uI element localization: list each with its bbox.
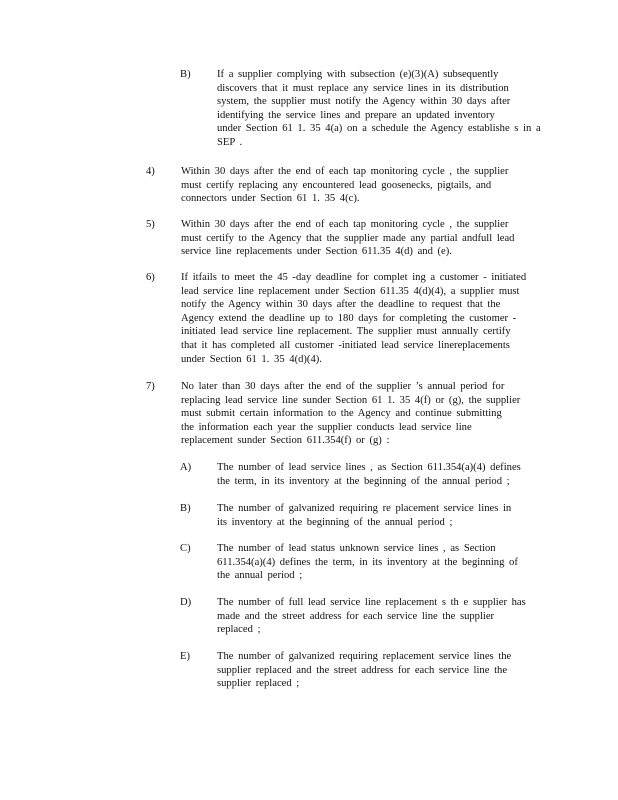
item-text: Within 30 days after the end of each tap monitoring cycle , the supplier must certify replacing any encountered lead goosenecks, pigtails, and connectors under Section 61 1. 35 4(c). <box>181 166 509 205</box>
item-text: The number of lead status unknown service lines , as Section 611.354(a)(4) defines the term, in its inventory at the beginning of the annual period ; <box>217 543 518 582</box>
item-text: The number of galvanized requiring replacement service lines the supplier replaced and the street address for each service line the supplier replaced ; <box>217 651 512 690</box>
item-text: The number of lead service lines , as Section 611.354(a)(4) defines the term, in its inventory at the beginning of the annual period ; <box>217 462 521 487</box>
item-label: 5) <box>146 219 155 230</box>
item-label: 6) <box>146 272 155 283</box>
item-text: No later than 30 days after the end of the supplier ’s annual period for replacing lead service line sunder Section 61 1. 35 4(f) or (g), the supplier must submit certain information to the Agency and continue submitting the information each year the supplier conducts lead service line replacement sunder Section 611.354(f) or (g) : <box>181 381 521 447</box>
item-text: If a supplier complying with subsection (e)(3)(A) subsequently discovers that it must replace any service lines in its distribution system, the supplier must notify the Agency within 30 days after identifying the service lines and prepare an updated inventory under Section 61 1. 35 4(a) on a schedule the Agency establishe s in a SEP . <box>217 69 541 148</box>
item-label: A) <box>180 462 192 473</box>
item-label: B) <box>180 503 191 514</box>
item-text: If itfails to meet the 45 -day deadline for complet ing a customer - initiated lead service line replacement under Section 611.35 4(d)(4), a supplier must notify the Agency within 30 days after the deadline to request that the Agency extend the deadline up to 180 days for completing the customer - initiated lead service line replacement. The supplier must annually certify that it has completed all customer -initiated lead service linereplacements under Section 61 1. 35 4(d)(4). <box>181 272 527 365</box>
item-text: Within 30 days after the end of each tap monitoring cycle , the supplier must certify to the Agency that the supplier made any partial andfull lead service line replacements under Section 611.35 4(d) and (e). <box>181 219 515 258</box>
item-label: 7) <box>146 381 155 392</box>
item-text: The number of full lead service line replacement s th e supplier has made and the street address for each service line the supplier replaced ; <box>217 597 526 636</box>
item-label: C) <box>180 543 191 554</box>
item-label: B) <box>180 69 191 80</box>
item-label: E) <box>180 651 190 662</box>
item-label: 4) <box>146 166 155 177</box>
item-text: The number of galvanized requiring re placement service lines in its inventory at the beginning of the annual period ; <box>217 503 512 528</box>
item-label: D) <box>180 597 192 608</box>
